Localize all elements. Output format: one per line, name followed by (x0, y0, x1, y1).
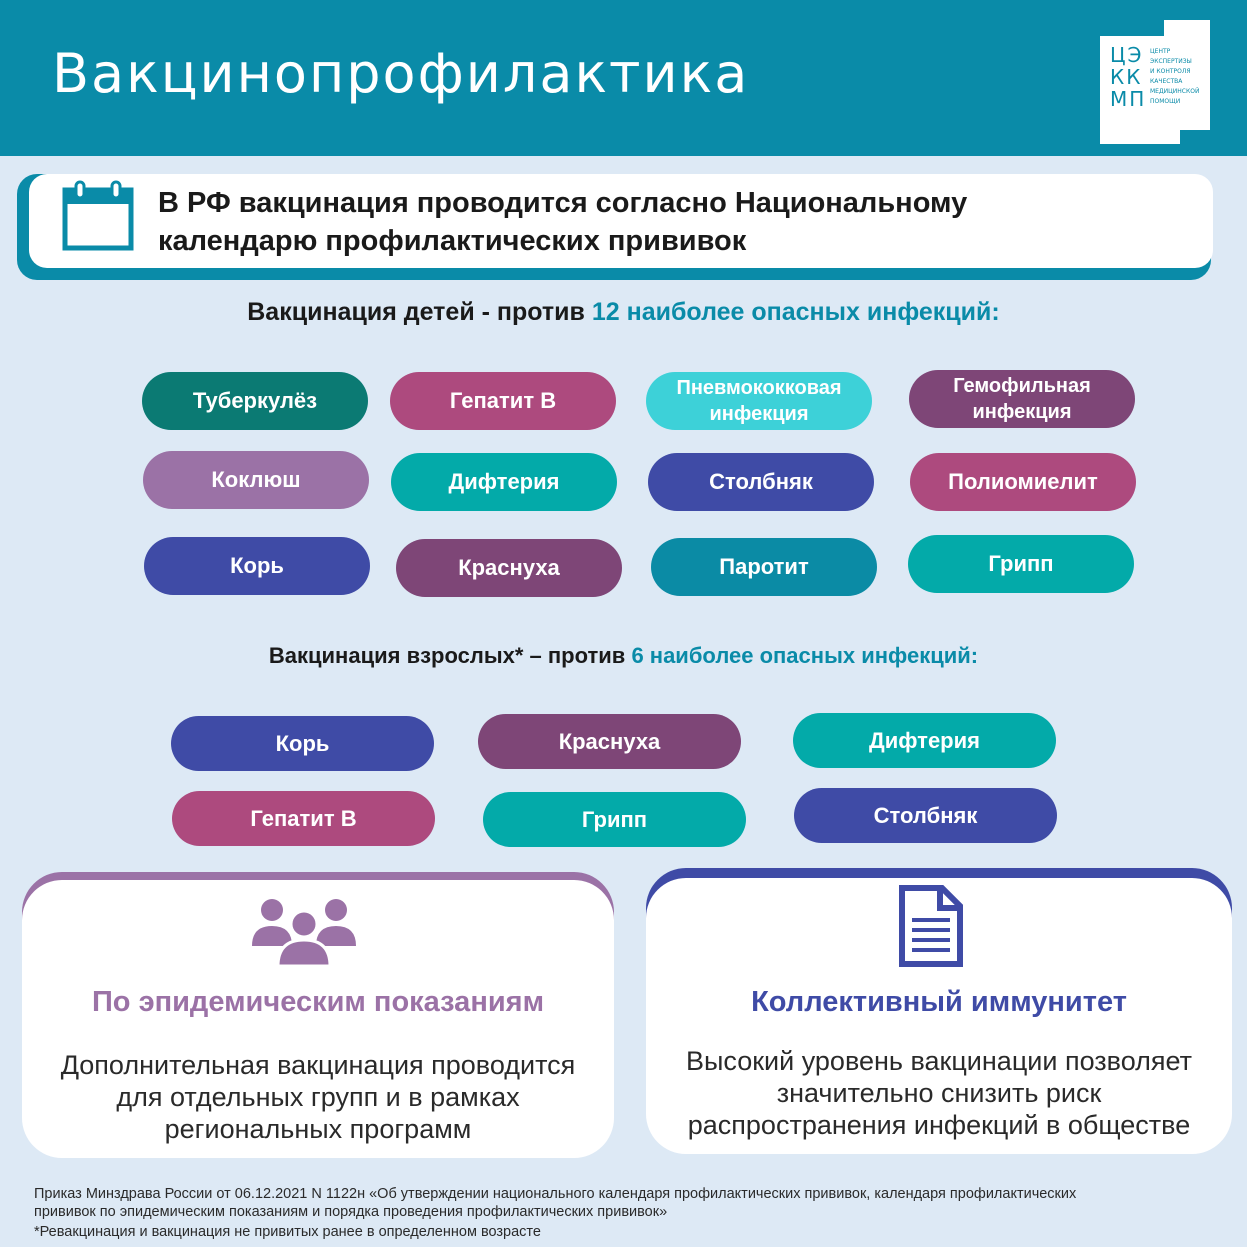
adults-infection-pill: Столбняк (794, 788, 1057, 843)
children-infection-pill: Коклюш (143, 451, 369, 509)
people-group-icon (250, 896, 358, 966)
logo-letters (1110, 44, 1150, 110)
adults-title-accent: 6 наиболее опасных инфекций: (631, 643, 979, 668)
footnote-line: Приказ Минздрава России от 06.12.2021 N 1122н «Об утверждении национального календаря профилактических прививок, календаря профилактических (34, 1186, 1077, 1202)
logo-word: И КОНТРОЛЯ (1150, 68, 1191, 75)
adults-section-title (0, 643, 1247, 669)
card-left-text (22, 1049, 614, 1145)
logo-words (1150, 47, 1206, 107)
card-left-line: Дополнительная вакцинация проводится (60, 1050, 576, 1080)
logo-notch (1100, 20, 1164, 36)
footnote-order (34, 1185, 1224, 1221)
page-title: Вакцинопрофилактика (52, 42, 750, 105)
children-infection-pill: Краснуха (396, 539, 622, 597)
logo-notch-bottom (1180, 130, 1210, 144)
children-infection-pill: Полиомиелит (910, 453, 1136, 511)
card-left-title: По эпидемическим показаниям (91, 986, 545, 1018)
adults-infection-pill: Дифтерия (793, 713, 1056, 768)
children-infection-pill: Столбняк (648, 453, 874, 511)
header-bar (0, 0, 1247, 156)
children-infection-pill: Туберкулёз (142, 372, 368, 430)
logo (1100, 20, 1210, 144)
logo-word: ПОМОЩИ (1150, 98, 1181, 105)
card-right-title: Коллективный иммунитет (751, 986, 1127, 1018)
logo-letters-row: ЦЭ (1110, 43, 1144, 67)
adults-title-prefix: Вакцинация взрослых* – против (268, 643, 632, 668)
banner-line: В РФ вакцинация проводится согласно Национальному (158, 187, 968, 219)
banner-text (158, 184, 1188, 260)
children-title-prefix: Вакцинация детей - против (247, 298, 592, 326)
card-left-line: для отдельных групп и в рамках (116, 1082, 520, 1112)
children-infection-pill: Дифтерия (391, 453, 617, 511)
card-right-line: Высокий уровень вакцинации позволяет (686, 1046, 1192, 1076)
card-right-line: распространения инфекций в обществе (687, 1110, 1191, 1140)
adults-infection-pill: Краснуха (478, 714, 741, 769)
logo-word: КАЧЕСТВА (1150, 78, 1183, 85)
adults-infection-pill: Корь (171, 716, 434, 771)
logo-letters-row: КК (1110, 65, 1143, 89)
children-infection-pill: Грипп (908, 535, 1134, 593)
logo-word: ЦЕНТР (1150, 48, 1171, 55)
footnote-line: прививок по эпидемическим показаниям и порядка проведения профилактических прививок» (34, 1204, 668, 1220)
children-infection-pill: Гепатит В (390, 372, 616, 430)
logo-word: ЭКСПЕРТИЗЫ (1150, 58, 1192, 65)
logo-letters-row: МП (1110, 87, 1147, 111)
card-right-line: значительно снизить риск (776, 1078, 1102, 1108)
children-title-accent: 12 наиболее опасных инфекций: (591, 298, 1000, 326)
children-section-title (0, 298, 1247, 327)
card-right-text (646, 1045, 1232, 1141)
logo-word: МЕДИЦИНСКОЙ (1150, 88, 1200, 95)
children-infection-pill: Паротит (651, 538, 877, 596)
adults-infection-pill: Гепатит В (172, 791, 435, 846)
adults-infection-pill: Грипп (483, 792, 746, 847)
children-infection-pill: Гемофильная инфекция (909, 370, 1135, 428)
footnote-asterisk: *Ревакцинация и вакцинация не привитых ранее в определенном возрасте (34, 1224, 541, 1240)
document-icon (898, 884, 964, 968)
card-left-line: региональных программ (164, 1114, 472, 1144)
children-infection-pill: Пневмококковая инфекция (646, 372, 872, 430)
banner-line: календарю профилактических прививок (158, 225, 747, 257)
children-infection-pill: Корь (144, 537, 370, 595)
calendar-icon (62, 180, 134, 252)
